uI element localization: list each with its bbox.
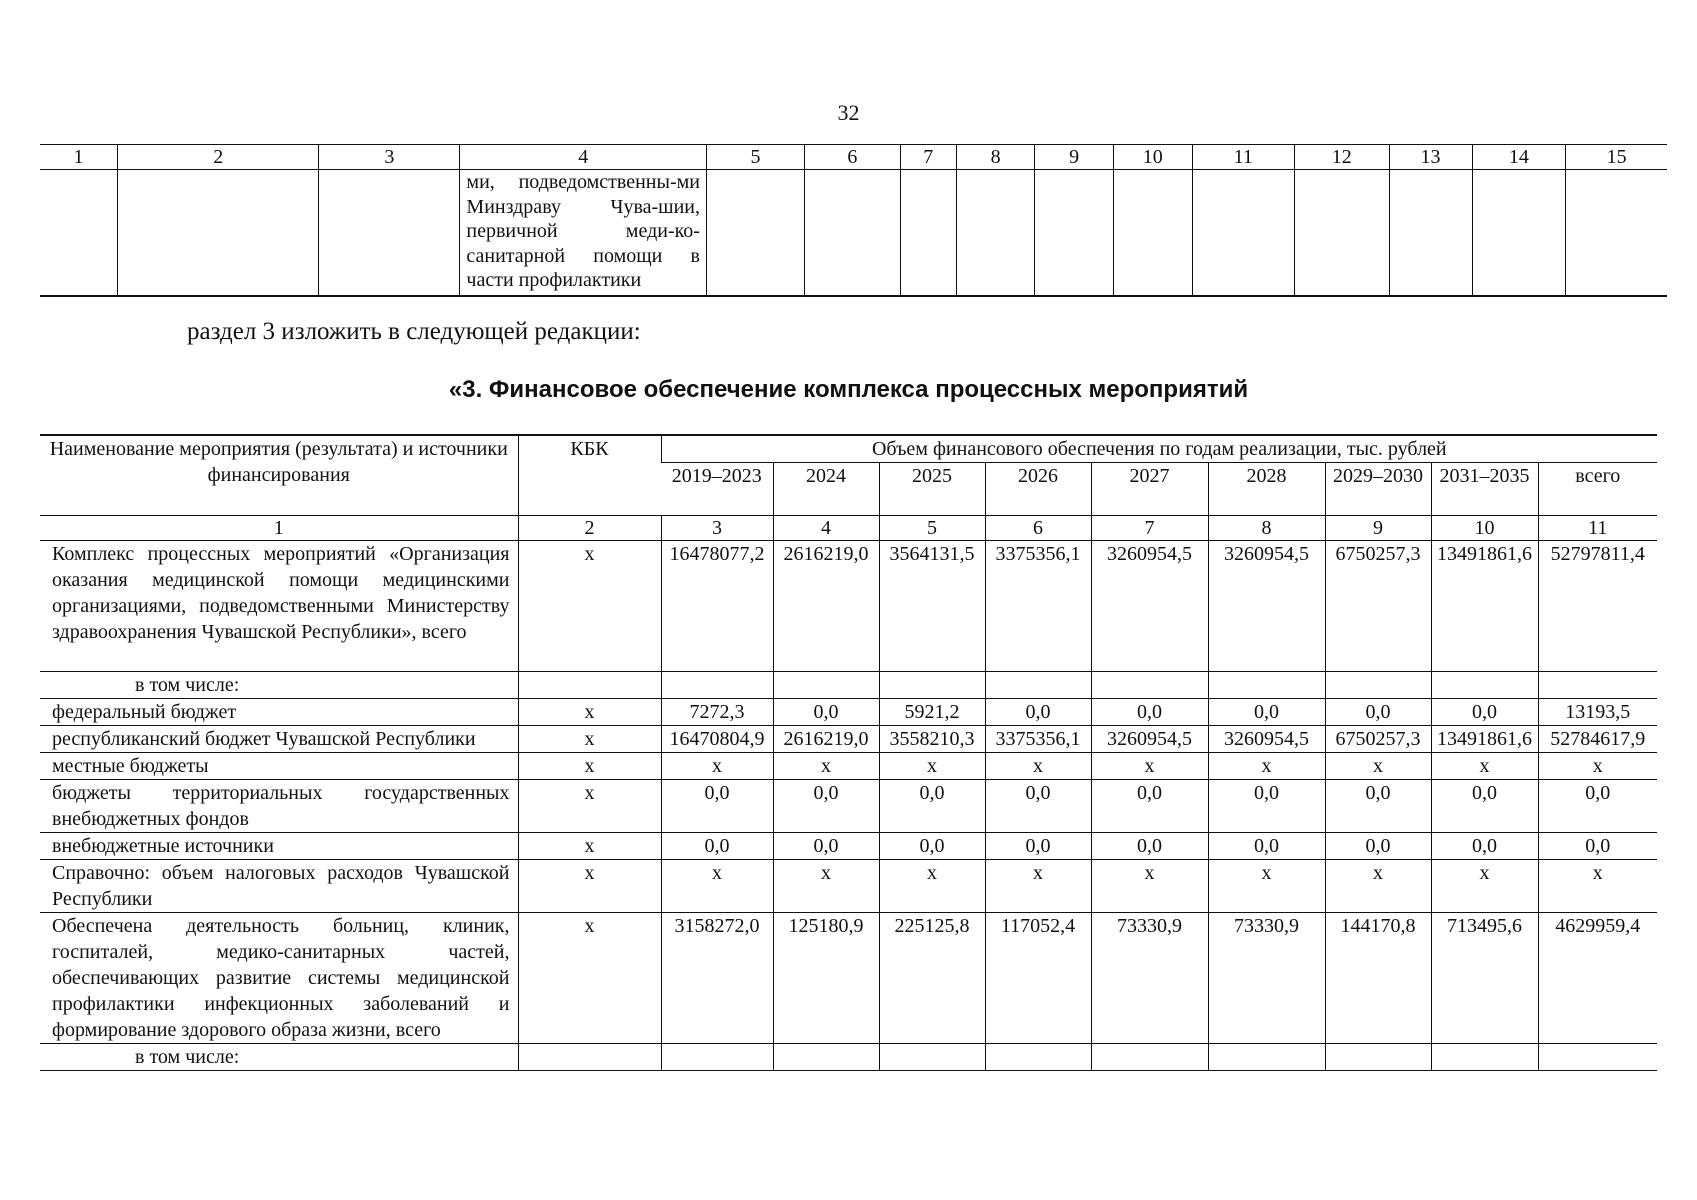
- table-row: [40, 672, 1657, 699]
- col-number: 6: [985, 516, 1091, 541]
- row-value: 0,0: [773, 699, 879, 726]
- col-number: 9: [1035, 145, 1114, 170]
- row-label: Комплекс процессных мероприятий «Организация оказания медицинской помощи медицинскими организациями, подведомственными Министерству здравоохранения Чувашской Республики», всего: [40, 541, 518, 672]
- col-number: 14: [1472, 145, 1566, 170]
- row-value: 3564131,5: [879, 541, 985, 672]
- col-number: 4: [773, 516, 879, 541]
- row-value: 0,0: [1325, 780, 1431, 833]
- row-value: x: [1325, 860, 1431, 913]
- row-value: x: [661, 860, 773, 913]
- continuation-table: [40, 144, 1667, 297]
- row-value: 125180,9: [773, 913, 879, 1044]
- row-kbk: x: [518, 699, 661, 726]
- finance-header-row: [40, 435, 1657, 463]
- row-value: 0,0: [773, 780, 879, 833]
- row-label: местные бюджеты: [40, 753, 518, 780]
- year-header: 2028: [1208, 463, 1325, 516]
- year-header: 2029–2030: [1325, 463, 1431, 516]
- row-value: x: [661, 753, 773, 780]
- page-number: 32: [837, 100, 860, 125]
- table-row: [40, 833, 1657, 860]
- col-number: 7: [1091, 516, 1208, 541]
- row-label: Обеспечена деятельность больниц, клиник, госпиталей, медико-санитарных частей, обеспечивающих развитие системы медицинской профилактики инфекционных заболеваний и формирование здорового образа жизни, всего: [40, 913, 518, 1044]
- year-header: 2026: [985, 463, 1091, 516]
- row-value: 13491861,6: [1431, 726, 1538, 753]
- row-value: 5921,2: [879, 699, 985, 726]
- row-kbk: x: [518, 833, 661, 860]
- row-value: 713495,6: [1431, 913, 1538, 1044]
- row-value: 0,0: [985, 780, 1091, 833]
- row-value: x: [1208, 753, 1325, 780]
- instruction-text: раздел 3 изложить в следующей редакции:: [187, 318, 641, 345]
- row-value: 3558210,3: [879, 726, 985, 753]
- row-value: x: [1091, 753, 1208, 780]
- row-value: 13193,5: [1538, 699, 1657, 726]
- row-value: 6750257,3: [1325, 541, 1431, 672]
- col-number: 7: [900, 145, 956, 170]
- row-value: 2616219,0: [773, 726, 879, 753]
- row-kbk: x: [518, 780, 661, 833]
- col-number: 10: [1113, 145, 1192, 170]
- row-value: 73330,9: [1091, 913, 1208, 1044]
- continuation-header-row: [40, 145, 1667, 170]
- row-value: 0,0: [879, 780, 985, 833]
- row-value: 0,0: [1431, 699, 1538, 726]
- row-value: 0,0: [1431, 833, 1538, 860]
- row-value: x: [1325, 753, 1431, 780]
- row-value: 0,0: [1538, 833, 1657, 860]
- row-kbk: x: [518, 753, 661, 780]
- row-value: 0,0: [1208, 699, 1325, 726]
- volume-column-header: Объем финансового обеспечения по годам реализации, тыс. рублей: [661, 435, 1657, 463]
- row-value: 3260954,5: [1208, 726, 1325, 753]
- year-header: всего: [1538, 463, 1657, 516]
- row-value: 3260954,5: [1091, 541, 1208, 672]
- row-value: 4629959,4: [1538, 913, 1657, 1044]
- row-value: 0,0: [879, 833, 985, 860]
- col-number: 4: [460, 145, 707, 170]
- row-value: 0,0: [1091, 780, 1208, 833]
- col-number: 11: [1192, 145, 1294, 170]
- col-number: 2: [118, 145, 319, 170]
- table-row: [40, 913, 1657, 1044]
- row-value: 0,0: [1325, 833, 1431, 860]
- col-number: 13: [1389, 145, 1472, 170]
- col-number: 3: [319, 145, 460, 170]
- table-row: [40, 726, 1657, 753]
- col-number: 5: [706, 145, 804, 170]
- row-value: x: [1538, 753, 1657, 780]
- name-column-header: Наименование мероприятия (результата) и источники финансирования: [40, 435, 518, 516]
- table-row: [40, 780, 1657, 833]
- row-value: x: [1208, 860, 1325, 913]
- row-value: 52784617,9: [1538, 726, 1657, 753]
- row-value: x: [1091, 860, 1208, 913]
- col-number: 11: [1538, 516, 1657, 541]
- row-value: x: [985, 860, 1091, 913]
- col-number: 6: [804, 145, 900, 170]
- row-value: x: [1431, 860, 1538, 913]
- row-label: в том числе:: [40, 1044, 518, 1071]
- year-header: 2027: [1091, 463, 1208, 516]
- row-label: республиканский бюджет Чувашской Республики: [40, 726, 518, 753]
- col-number: 1: [40, 516, 518, 541]
- row-kbk: x: [518, 913, 661, 1044]
- row-value: 0,0: [1538, 780, 1657, 833]
- row-value: 117052,4: [985, 913, 1091, 1044]
- year-header: 2024: [773, 463, 879, 516]
- row-value: 3260954,5: [1091, 726, 1208, 753]
- row-value: x: [773, 860, 879, 913]
- row-value: 0,0: [773, 833, 879, 860]
- row-value: 0,0: [1325, 699, 1431, 726]
- row-value: 0,0: [661, 780, 773, 833]
- row-kbk: x: [518, 860, 661, 913]
- col-number: 3: [661, 516, 773, 541]
- row-label: Справочно: объем налоговых расходов Чувашской Республики: [40, 860, 518, 913]
- row-value: 0,0: [1091, 833, 1208, 860]
- section-title: «3. Финансовое обеспечение комплекса процессных мероприятий: [448, 376, 1249, 403]
- row-value: 0,0: [985, 833, 1091, 860]
- year-header: 2025: [879, 463, 985, 516]
- col-number: 12: [1294, 145, 1389, 170]
- row-value: x: [773, 753, 879, 780]
- row-value: 73330,9: [1208, 913, 1325, 1044]
- row-value: x: [1538, 860, 1657, 913]
- table-row: [40, 753, 1657, 780]
- row-kbk: x: [518, 541, 661, 672]
- col-number: 10: [1431, 516, 1538, 541]
- row-value: x: [879, 860, 985, 913]
- finance-table: [40, 434, 1657, 1071]
- col-number: 1: [40, 145, 118, 170]
- row-value: 2616219,0: [773, 541, 879, 672]
- row-value: 0,0: [985, 699, 1091, 726]
- row-label: в том числе:: [40, 672, 518, 699]
- row-value: 3158272,0: [661, 913, 773, 1044]
- row-value: 3260954,5: [1208, 541, 1325, 672]
- row-value: 6750257,3: [1325, 726, 1431, 753]
- col-number: 9: [1325, 516, 1431, 541]
- row-value: 0,0: [1208, 780, 1325, 833]
- row-value: 16470804,9: [661, 726, 773, 753]
- row-value: 0,0: [661, 833, 773, 860]
- col-number: 15: [1566, 145, 1667, 170]
- col-number: 8: [1208, 516, 1325, 541]
- row-value: 0,0: [1091, 699, 1208, 726]
- col-number: 8: [956, 145, 1035, 170]
- row-value: 225125,8: [879, 913, 985, 1044]
- continuation-description: ми, подведомственны-ми Минздраву Чува-шии, первичной меди-ко-санитарной помощи в части профилактики: [460, 170, 707, 297]
- table-row: [40, 699, 1657, 726]
- table-row: [40, 860, 1657, 913]
- row-value: 16478077,2: [661, 541, 773, 672]
- row-value: 144170,8: [1325, 913, 1431, 1044]
- row-value: 3375356,1: [985, 541, 1091, 672]
- row-value: 0,0: [1431, 780, 1538, 833]
- row-label: внебюджетные источники: [40, 833, 518, 860]
- col-number: 5: [879, 516, 985, 541]
- row-value: 7272,3: [661, 699, 773, 726]
- kbk-column-header: КБК: [518, 435, 661, 516]
- table-row: [40, 541, 1657, 672]
- col-number: 2: [518, 516, 661, 541]
- table-row: [40, 1044, 1657, 1071]
- year-header: 2031–2035: [1431, 463, 1538, 516]
- row-value: 52797811,4: [1538, 541, 1657, 672]
- row-value: 0,0: [1208, 833, 1325, 860]
- column-number-row: [40, 516, 1657, 541]
- row-value: 13491861,6: [1431, 541, 1538, 672]
- year-header: 2019–2023: [661, 463, 773, 516]
- row-kbk: x: [518, 726, 661, 753]
- row-value: x: [879, 753, 985, 780]
- row-label: бюджеты территориальных государственных внебюджетных фондов: [40, 780, 518, 833]
- continuation-body-row: [40, 170, 1667, 297]
- row-value: x: [1431, 753, 1538, 780]
- row-value: 3375356,1: [985, 726, 1091, 753]
- row-value: x: [985, 753, 1091, 780]
- row-label: федеральный бюджет: [40, 699, 518, 726]
